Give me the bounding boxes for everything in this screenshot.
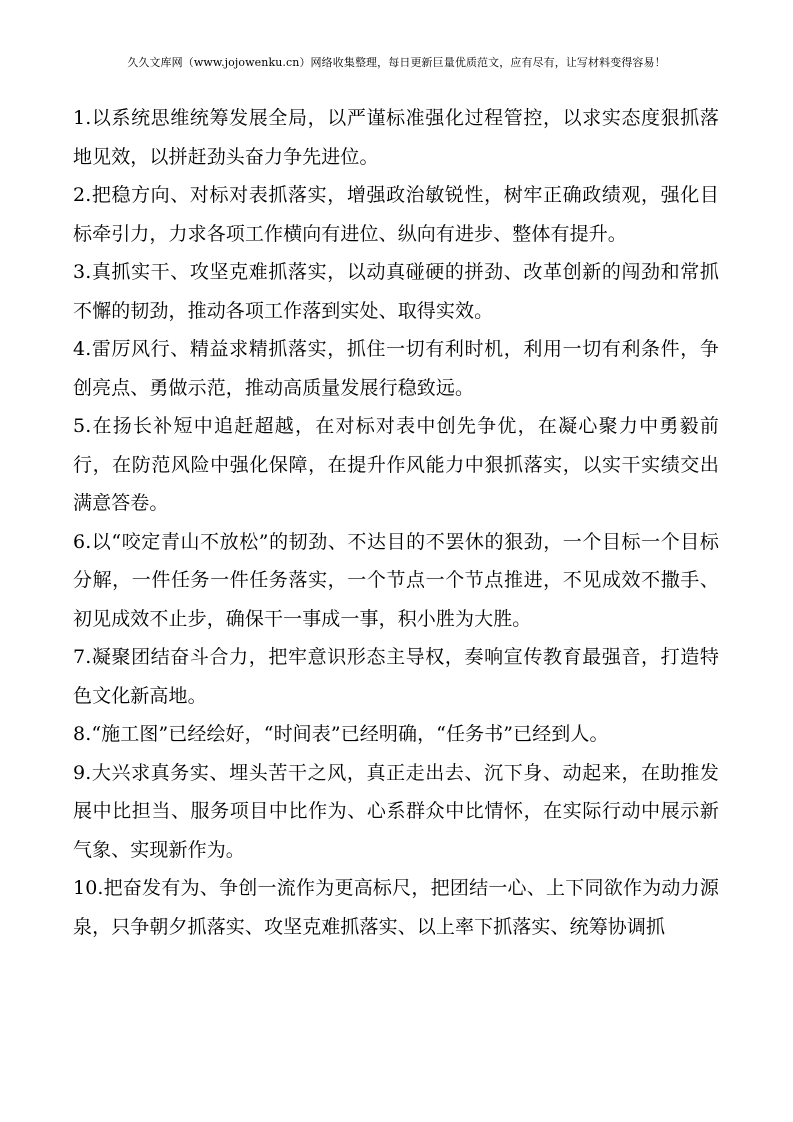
paragraph-9: 9.大兴求真务实、埋头苦干之风，真正走出去、沉下身、动起来，在助推发展中比担当、服务项目中比作为、心系群众中比情怀，在实际行动中展示新气象、实现新作为。 [73,761,719,861]
paragraph-7: 7.凝聚团结奋斗合力，把牢意识形态主导权，奏响宣传教育最强音，打造特色文化新高地。 [73,646,719,707]
paragraph-2: 2.把稳方向、对标对表抓落实，增强政治敏锐性，树牢正确政绩观，强化目标牵引力，力求各项工作横向有进位、纵向有进步、整体有提升。 [73,184,719,245]
paragraph-6: 6.以“咬定青山不放松”的韧劲、不达目的不罢休的狠劲，一个目标一个目标分解，一件任务一件任务落实，一个节点一个节点推进，不见成效不撒手、初见成效不止步，确保干一事成一事，积小胜为大胜。 [73,530,719,630]
page-header: 久久文库网（www.jojowenku.cn）网络收集整理，每日更新巨量优质范文，应有尽有，让写材料变得容易！ [127,56,666,69]
paragraph-3: 3.真抓实干、攻坚克难抓落实，以动真碰硬的拼劲、改革创新的闯劲和常抓不懈的韧劲，推动各项工作落到实处、取得实效。 [73,261,719,322]
paragraph-8: 8.“施工图”已经绘好，“时间表”已经明确，“任务书”已经到人。 [73,723,609,745]
paragraph-4: 4.雷厉风行、精益求精抓落实，抓住一切有利时机，利用一切有利条件，争创亮点、勇做示范，推动高质量发展行稳致远。 [73,338,719,399]
paragraph-1: 1.以系统思维统筹发展全局，以严谨标准强化过程管控，以求实态度狠抓落地见效，以拼赶劲头奋力争先进位。 [73,107,719,168]
paragraph-10: 10.把奋发有为、争创一流作为更高标尺，把团结一心、上下同欲作为动力源泉，只争朝夕抓落实、攻坚克难抓落实、以上率下抓落实、统筹协调抓 [73,877,719,938]
document-body [73,99,719,946]
paragraph-5: 5.在扬长补短中追赶超越，在对标对表中创先争优，在凝心聚力中勇毅前行，在防范风险中强化保障，在提升作风能力中狠抓落实，以实干实绩交出满意答卷。 [73,415,719,514]
